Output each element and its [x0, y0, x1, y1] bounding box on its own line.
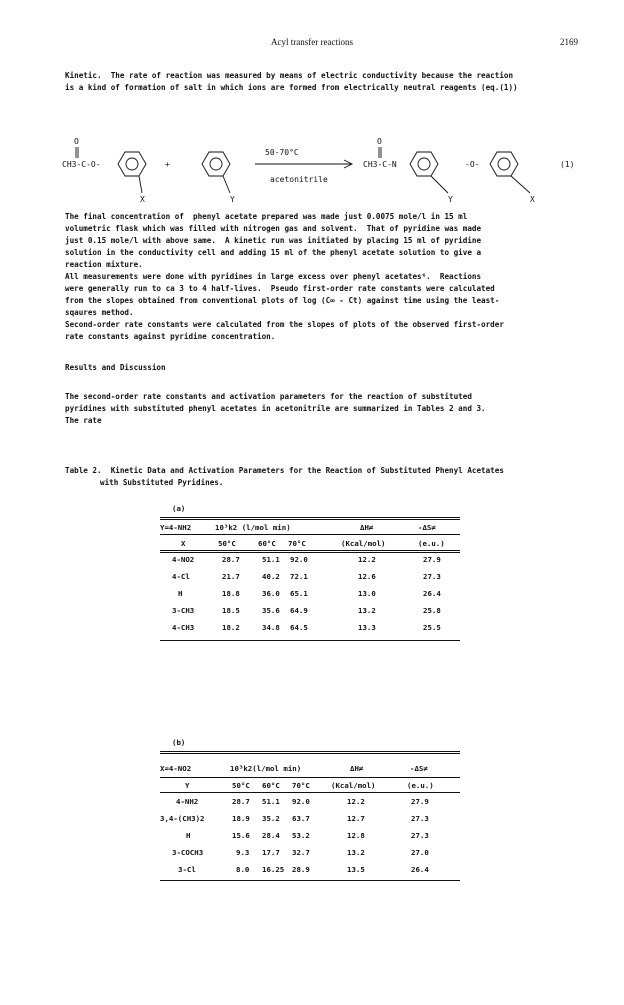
table-a-row-2-k60: 40.2 [262, 572, 280, 581]
table-a-row-4-k60: 35.6 [262, 606, 280, 615]
table-b-col-50: 50°C [232, 781, 250, 790]
table-a-row-5-ds: 25.5 [423, 623, 441, 632]
table-b-row-4-k60: 17.7 [262, 848, 280, 857]
table-a-row-3-dh: 13.0 [358, 589, 376, 598]
paragraph-1-line-7: were generally run to ca 3 to 4 half-lives. Pseudo first-order rate constants were calculated [65, 284, 495, 293]
table-a-col-ds-unit: (e.u.) [418, 539, 445, 548]
paragraph-2-line-2: pyridines with substituted phenyl acetates in acetonitrile are summarized in Tables 2 and 3. [65, 404, 486, 413]
table-b-row-3-k70: 53.2 [292, 831, 310, 840]
table-b-header-x: X=4-NO2 [160, 764, 192, 773]
table-b-row-4-dh: 13.2 [347, 848, 365, 857]
table-a-row-3-ds: 26.4 [423, 589, 441, 598]
paragraph-1-line-3: just 0.15 mole/l with above same. A kinetic run was initiated by placing 15 ml of pyridine [65, 236, 482, 245]
table-a-row-4-k50: 18.5 [222, 606, 240, 615]
table-b-row-2-dh: 12.7 [347, 814, 365, 823]
table-a-header-rate: 10³k2 (l/mol min) [215, 523, 291, 532]
paragraph-1-line-6: All measurements were done with pyridines in large excess over phenyl acetates⁶. Reactions [65, 272, 482, 281]
intro-line-2: is a kind of formation of salt in which ions are formed from electrically neutral reagents (eq.(1)) [65, 83, 518, 92]
table-a-row-1-k50: 28.7 [222, 555, 240, 564]
table-a-row-3-k70: 65.1 [290, 589, 308, 598]
table-b-col-60: 60°C [262, 781, 280, 790]
table-b-row-4-k70: 32.7 [292, 848, 310, 857]
table-b-row-2-k50: 18.9 [232, 814, 250, 823]
table-caption-line-1: Table 2. Kinetic Data and Activation Parameters for the Reaction of Substituted Phenyl Acetates [65, 466, 504, 475]
table-a-row-5-k60: 34.8 [262, 623, 280, 632]
table-a-row-1-k60: 51.1 [262, 555, 280, 564]
paragraph-1-line-8: from the slopes obtained from conventional plots of log (C∞ - Ct) against time using the least- [65, 296, 500, 305]
table-a-row-1-x: 4-NO2 [172, 555, 195, 564]
section-heading: Results and Discussion [65, 363, 166, 372]
table-b-col-dh-unit: (Kcal/mol) [331, 781, 376, 790]
phenoxide-label: -O- [465, 160, 480, 169]
table-a-row-3-k60: 36.0 [262, 589, 280, 598]
table-b-header-dh: ΔH≠ [350, 764, 364, 773]
table-a-row-4-dh: 13.2 [358, 606, 376, 615]
table-b-row-3-ds: 27.3 [411, 831, 429, 840]
table-b-row-5-k50: 8.0 [236, 865, 250, 874]
table-b-col-y: Y [185, 781, 190, 790]
paragraph-1-line-10: Second-order rate constants were calculated from the slopes of plots of the observed first-order [65, 320, 504, 329]
table-a-col-70: 70°C [288, 539, 306, 548]
table-b-row-1-k60: 51.1 [262, 797, 280, 806]
table-a-row-3-x: H [178, 589, 183, 598]
table-b-row-5-y: 3-Cl [178, 865, 196, 874]
paragraph-1-line-2: volumetric flask which was filled with nitrogen gas and solvent. That of pyridine was made [65, 224, 482, 233]
running-header: Acyl transfer reactions [271, 37, 353, 47]
table-b-row-5-ds: 26.4 [411, 865, 429, 874]
equation-number: (1) [560, 160, 575, 169]
table-b-row-2-ds: 27.3 [411, 814, 429, 823]
table-b-row-1-dh: 12.2 [347, 797, 365, 806]
paragraph-1-line-9: sqaures method. [65, 308, 134, 317]
table-a-header-y: Y=4-NH2 [160, 523, 192, 532]
table-caption-line-2: with Substituted Pyridines. [100, 478, 224, 487]
table-b-row-5-k60: 16.25 [262, 865, 285, 874]
paragraph-1-line-1: The final concentration of phenyl acetate prepared was made just 0.0075 mole/l in 15 ml [65, 212, 468, 221]
table-a-row-2-ds: 27.3 [423, 572, 441, 581]
table-b-row-2-k60: 35.2 [262, 814, 280, 823]
table-a-col-60: 60°C [258, 539, 276, 548]
table-b-header-rate: 10³k2(l/mol min) [230, 764, 302, 773]
condition-temperature: 50-70°C [265, 148, 299, 157]
paragraph-2-line-3: The rate [65, 416, 102, 425]
table-a-row-4-k70: 64.9 [290, 606, 308, 615]
table-a-row-1-k70: 92.0 [290, 555, 308, 564]
plus-sign: + [165, 160, 170, 169]
table-b-row-1-k70: 92.0 [292, 797, 310, 806]
table-b-row-1-k50: 28.7 [232, 797, 250, 806]
table-a-row-5-k50: 18.2 [222, 623, 240, 632]
table-b-row-3-y: H [186, 831, 191, 840]
table-a-row-3-k50: 18.8 [222, 589, 240, 598]
intro-line-1: Kinetic. The rate of reaction was measured by means of electric conductivity because the reaction [65, 71, 514, 80]
table-a-col-dh-unit: (Kcal/mol) [341, 539, 386, 548]
table-b-row-3-dh: 12.8 [347, 831, 365, 840]
substituent-y-label-1: Y [230, 195, 235, 204]
table-a-row-5-x: 4-CH3 [172, 623, 195, 632]
table-b-row-2-k70: 63.7 [292, 814, 310, 823]
table-a-row-2-k70: 72.1 [290, 572, 308, 581]
table-a-col-50: 50°C [218, 539, 236, 548]
table-a-row-1-dh: 12.2 [358, 555, 376, 564]
table-b-row-1-y: 4-NH2 [176, 797, 199, 806]
table-a-label: (a) [172, 504, 186, 513]
substituent-y-label-2: Y [448, 195, 453, 204]
table-a-row-2-dh: 12.6 [358, 572, 376, 581]
table-a-row-5-k70: 64.5 [290, 623, 308, 632]
carbonyl-o-label-1: O [74, 137, 79, 146]
table-a-header-dh: ΔH≠ [360, 523, 374, 532]
table-b-header-ds: -ΔS≠ [410, 764, 428, 773]
table-b-row-4-ds: 27.0 [411, 848, 429, 857]
product-acylpyridinium-label: CH3-C-N [363, 160, 397, 169]
table-a-header-ds: -ΔS≠ [418, 523, 436, 532]
table-b-row-4-k50: 9.3 [236, 848, 250, 857]
table-b-col-ds-unit: (e.u.) [407, 781, 434, 790]
table-b-row-2-y: 3,4-(CH3)2 [160, 814, 205, 823]
table-b-row-1-ds: 27.9 [411, 797, 429, 806]
table-a-col-x: X [181, 539, 186, 548]
table-b-row-5-dh: 13.5 [347, 865, 365, 874]
condition-solvent: acetonitrile [270, 175, 328, 184]
table-a-row-4-x: 3-CH3 [172, 606, 195, 615]
paragraph-1-line-5: reaction mixture. [65, 260, 143, 269]
page-number: 2169 [560, 37, 578, 47]
table-b-col-70: 70°C [292, 781, 310, 790]
table-a-row-2-k50: 21.7 [222, 572, 240, 581]
table-b-row-3-k60: 28.4 [262, 831, 280, 840]
paragraph-1-line-11: rate constants against pyridine concentration. [65, 332, 276, 341]
carbonyl-o-label-2: O [377, 137, 382, 146]
substituent-x-label-1: X [140, 195, 145, 204]
paragraph-2-line-1: The second-order rate constants and activation parameters for the reaction of substituted [65, 392, 472, 401]
substituent-x-label-2: X [530, 195, 535, 204]
reactant-acetyl-label: CH3-C-O- [62, 160, 101, 169]
table-a-row-2-x: 4-Cl [172, 572, 190, 581]
table-a-row-1-ds: 27.9 [423, 555, 441, 564]
table-b-row-4-y: 3-COCH3 [172, 848, 204, 857]
table-b-row-5-k70: 28.9 [292, 865, 310, 874]
table-a-row-4-ds: 25.8 [423, 606, 441, 615]
table-a-row-5-dh: 13.3 [358, 623, 376, 632]
table-b-row-3-k50: 15.6 [232, 831, 250, 840]
table-b-label: (b) [172, 738, 186, 747]
paragraph-1-line-4: solution in the conductivity cell and adding 15 ml of the phenyl acetate solution to give a [65, 248, 482, 257]
